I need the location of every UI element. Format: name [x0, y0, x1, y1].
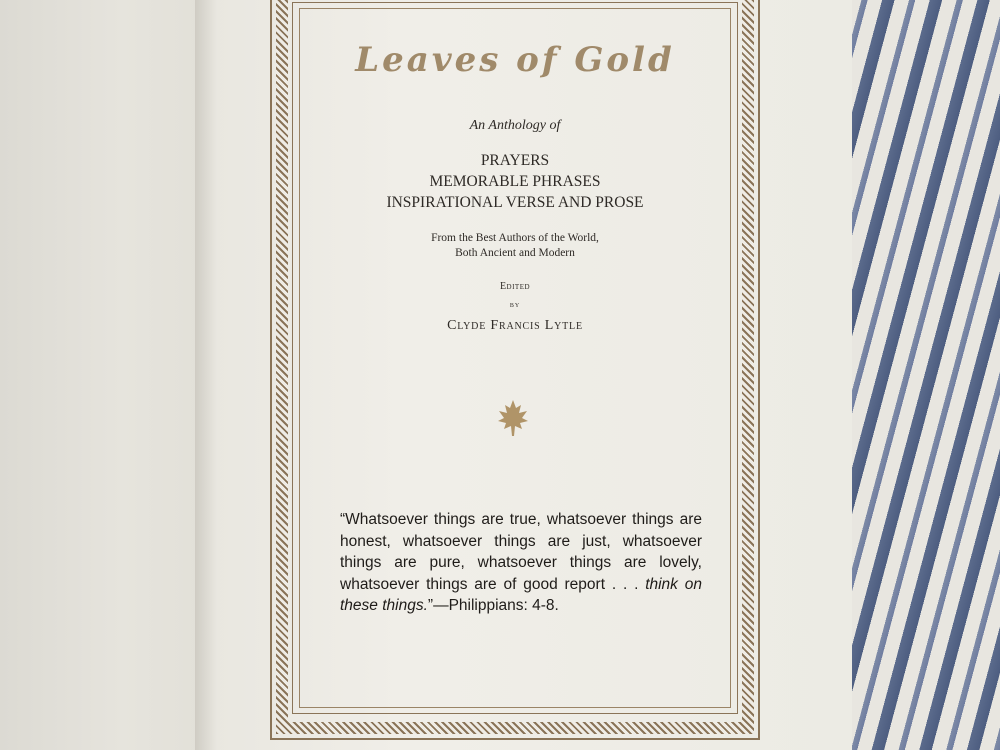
sources-line: From the Best Authors of the World, [431, 232, 599, 244]
sources-note [300, 231, 730, 261]
book-title: Leaves of Gold [355, 40, 675, 80]
edited-label: Edited [499, 281, 531, 292]
book-gutter [195, 0, 217, 750]
topics-list [300, 150, 730, 213]
quote-text: “Whatsoever things are true, whatsoever things are honest, whatsoever things are just, whatsoever things are pure, whatsoever things are lovely, whatsoever things are of good report . . . [340, 511, 702, 593]
by-label: by [509, 300, 521, 309]
topic-item: MEMORABLE PHRASES [429, 173, 601, 190]
title-page-content [300, 0, 730, 700]
blank-left-page [0, 0, 205, 750]
book-subtitle: An Anthology of [469, 118, 561, 133]
sources-line: Both Ancient and Modern [455, 247, 575, 259]
topic-item: PRAYERS [480, 152, 550, 169]
quote-emphasis: think on these things. [340, 575, 702, 614]
editor-name: Clyde Francis Lytle [447, 318, 583, 333]
topic-item: INSPIRATIONAL VERSE AND PROSE [386, 194, 644, 211]
maple-leaf-icon [496, 398, 530, 438]
quote-citation: ”—Philippians: 4-8. [427, 597, 559, 614]
scripture-quote [340, 509, 702, 617]
